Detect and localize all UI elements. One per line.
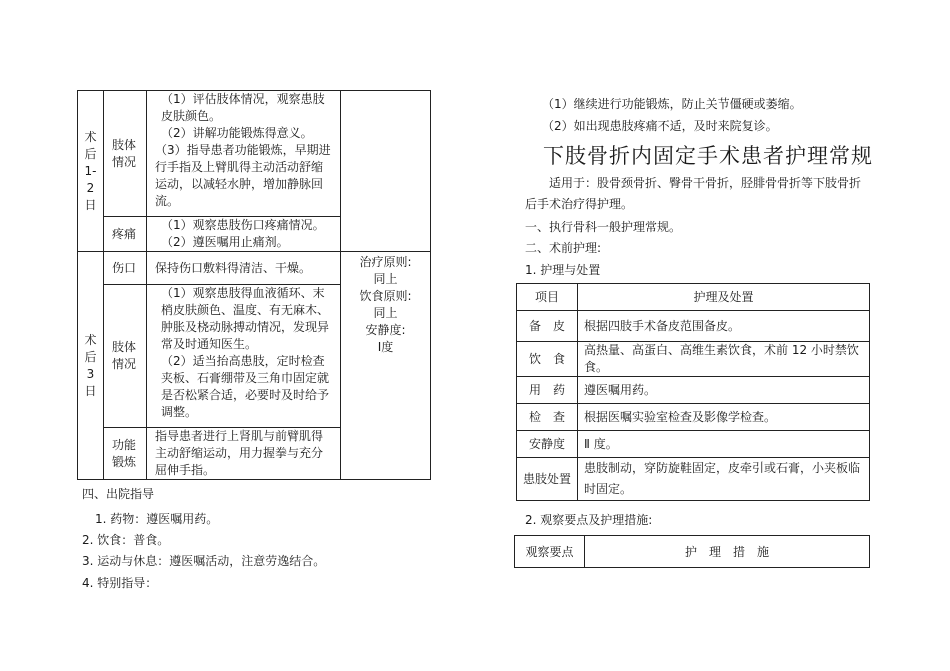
category-cell bbox=[104, 428, 147, 480]
preop-care-table bbox=[516, 283, 870, 501]
content-cell bbox=[147, 91, 341, 217]
category-cell bbox=[104, 217, 147, 252]
stage-cell-day3 bbox=[78, 252, 104, 480]
subsection-heading: 1. 护理与处置 bbox=[525, 263, 601, 277]
stage-line: 后 bbox=[84, 146, 97, 161]
discharge-item: 3. 运动与休息：遵医嘱活动，注意劳逸结合。 bbox=[82, 554, 326, 568]
category-cell bbox=[104, 252, 147, 285]
row-key: 备 皮 bbox=[517, 311, 578, 342]
category-label: 肢体情况 bbox=[112, 340, 137, 371]
table-row bbox=[517, 311, 870, 342]
document-title: 下肢骨折内固定手术患者护理常规 bbox=[543, 144, 873, 168]
table-header: 项目 bbox=[517, 284, 578, 311]
limb2-item: （1）观察患肢得血液循环、末梢皮肤颜色、温度、有无麻木、肿胀及桡动脉搏动情况，发现异常及时通知医生。 bbox=[161, 286, 330, 351]
stage-line: 日 bbox=[84, 197, 97, 212]
discharge-item: 4. 特别指导： bbox=[82, 576, 158, 590]
category-label: 伤口 bbox=[112, 260, 137, 275]
subsection-heading: 2. 观察要点及护理措施: bbox=[525, 513, 653, 527]
principle-line: 饮食原则: bbox=[359, 289, 412, 303]
row-value: 高热量、高蛋白、高维生素饮食，术前 12 小时禁饮食。 bbox=[578, 342, 870, 377]
discharge-heading: 四、出院指导 bbox=[82, 487, 155, 501]
category-label: 功能锻炼 bbox=[112, 437, 137, 469]
row-value: 患肢制动，穿防旋鞋固定，皮牵引或石膏，小夹板临时固定。 bbox=[578, 458, 870, 501]
row-key: 用 药 bbox=[517, 377, 578, 404]
stage-line: 日 bbox=[84, 383, 97, 398]
principle-line: Ⅰ度 bbox=[377, 340, 394, 354]
empty-cell bbox=[341, 91, 431, 252]
content-cell bbox=[147, 428, 341, 480]
discharge-item: 2. 饮食：普食。 bbox=[82, 533, 170, 547]
row-value: Ⅱ 度。 bbox=[578, 431, 870, 458]
followup-item: （1）继续进行功能锻炼，防止关节僵硬或萎缩。 bbox=[542, 97, 802, 111]
category-cell bbox=[104, 285, 147, 428]
principle-line: 同上 bbox=[373, 306, 398, 320]
category-label: 疼痛 bbox=[112, 226, 137, 241]
exercise-text: 指导患者进行上肾肌与前臂肌得主动舒缩运动，用力握拳与充分屈伸手指。 bbox=[155, 429, 324, 477]
observation-table bbox=[514, 535, 870, 568]
stage-line: 术 bbox=[84, 332, 97, 347]
table-header: 护理及处置 bbox=[578, 284, 870, 311]
content-cell bbox=[147, 252, 341, 285]
row-key: 患肢处置 bbox=[517, 458, 578, 501]
table-row bbox=[517, 404, 870, 431]
table-row bbox=[517, 458, 870, 501]
stage-cell-day1-2 bbox=[78, 91, 104, 252]
postop-care-table bbox=[77, 90, 431, 480]
limb-item: （2）讲解功能锻炼得意义。 bbox=[161, 126, 313, 140]
pain-item: （1）观察患肢伤口疼痛情况。 bbox=[161, 218, 325, 232]
principle-line: 安静度: bbox=[365, 323, 406, 337]
limb-item: （3）指导患者功能锻炼，早期进行手指及上臂肌得主动活动舒缩运动，以减轻水肿，增加静脉回流。 bbox=[155, 143, 331, 208]
row-key: 饮 食 bbox=[517, 342, 578, 377]
table-row bbox=[517, 342, 870, 377]
principle-line: 同上 bbox=[373, 272, 398, 286]
discharge-item: 1. 药物：遵医嘱用药。 bbox=[95, 512, 219, 526]
section-heading: 一、执行骨科一般护理常规。 bbox=[525, 220, 682, 234]
row-value: 根据四肢手术备皮范围备皮。 bbox=[578, 311, 870, 342]
limb-item: （1）评估肢体情况，观察患肢皮肤颜色。 bbox=[161, 92, 325, 123]
pain-item: （2）遵医嘱用止痛剂。 bbox=[161, 235, 289, 249]
applies-text: 适用于：股骨颈骨折、臀骨干骨折，胫腓骨骨折等下肢骨折后手术治疗得护理。 bbox=[525, 176, 862, 211]
row-value: 根据医嘱实验室检查及影像学检查。 bbox=[578, 404, 870, 431]
section-heading: 二、术前护理: bbox=[525, 241, 602, 255]
principle-line: 治疗原则: bbox=[359, 255, 412, 269]
category-cell bbox=[104, 91, 147, 217]
row-key: 安静度 bbox=[517, 431, 578, 458]
row-value: 遵医嘱用药。 bbox=[578, 377, 870, 404]
table-header: 护 理 措 施 bbox=[585, 536, 870, 568]
followup-item: （2）如出现患肢疼痛不适，及时来院复诊。 bbox=[542, 119, 778, 133]
limb2-item: （2）适当抬高患肢，定时检查夹板、石膏绷带及三角巾固定就是否松紧合适，必要时及时给予调整。 bbox=[161, 354, 330, 419]
table-row bbox=[517, 431, 870, 458]
stage-line: 术 bbox=[84, 129, 97, 144]
principles-cell bbox=[341, 252, 431, 480]
wound-text: 保持伤口敷料得清洁、干燥。 bbox=[155, 260, 312, 275]
category-label: 肢体情况 bbox=[112, 137, 137, 169]
content-cell bbox=[147, 217, 341, 252]
stage-line: 1-2 bbox=[84, 163, 97, 195]
row-key: 检 查 bbox=[517, 404, 578, 431]
table-header: 观察要点 bbox=[515, 536, 585, 568]
content-cell bbox=[147, 285, 341, 428]
stage-line: 后 bbox=[84, 349, 97, 364]
table-row bbox=[517, 377, 870, 404]
stage-line: 3 bbox=[86, 366, 95, 381]
